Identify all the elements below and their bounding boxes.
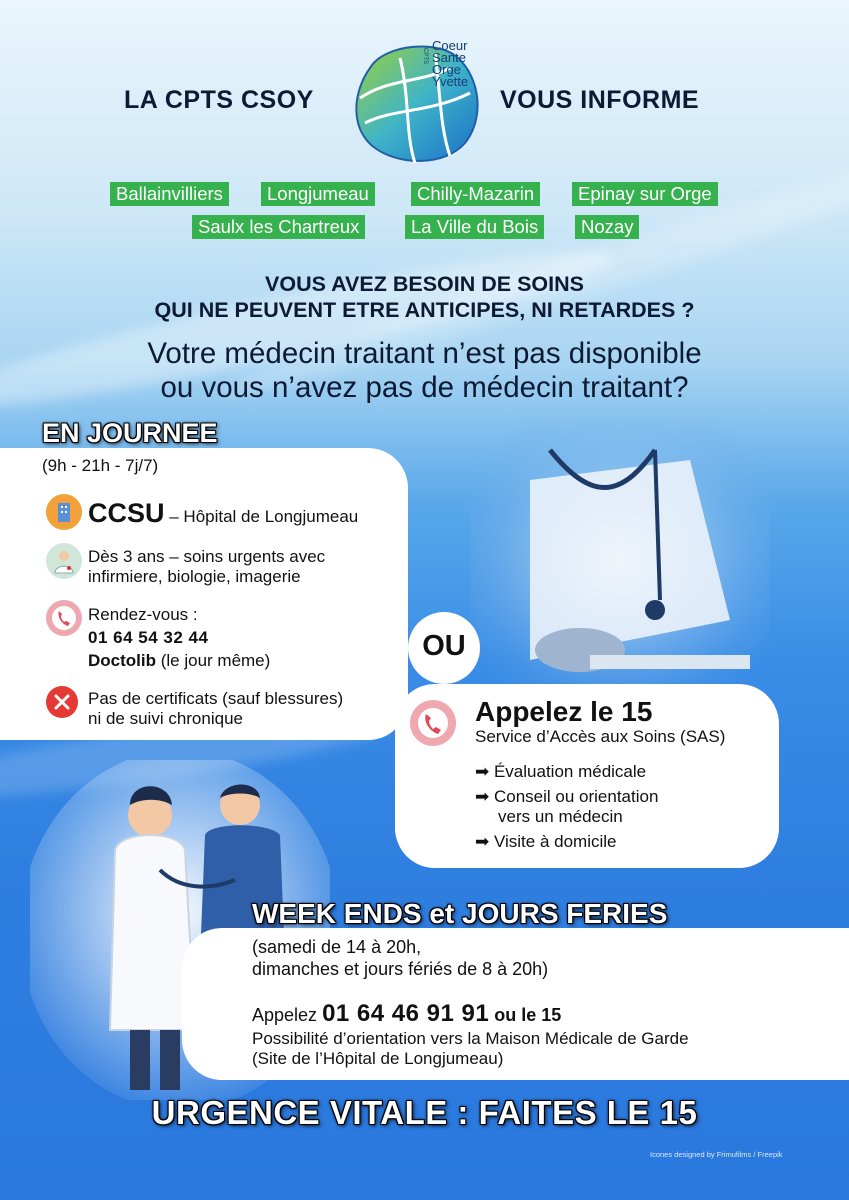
rdv-label: Rendez-vous :	[88, 605, 198, 624]
weekend-hours: dimanches et jours fériés de 8 à 20h)	[252, 959, 549, 979]
sas-item: vers un médecin	[498, 807, 623, 826]
exclusion-line: ni de suivi chronique	[88, 709, 243, 728]
town-badge: Longjumeau	[261, 182, 375, 206]
town-badge: Saulx les Chartreux	[192, 215, 365, 239]
sas-title: Appelez le 15	[475, 696, 653, 727]
phone-icon	[46, 600, 82, 636]
sas-subtitle: Service d’Accès aux Soins (SAS)	[475, 727, 726, 746]
phone-icon	[410, 700, 456, 746]
sas-item: ➡ Évaluation médicale	[475, 762, 647, 781]
town-badge: Chilly-Mazarin	[411, 182, 540, 206]
doctor-illustration	[470, 420, 770, 700]
ccsu-label: CCSU	[88, 498, 165, 528]
question-subline: ou vous n’avez pas de médecin traitant?	[160, 371, 689, 404]
ccsu-hospital: – Hôpital de Longjumeau	[164, 507, 359, 526]
weekend-title: WEEK ENDS et JOURS FERIES	[252, 898, 668, 929]
doctolib-label: Doctolib	[88, 651, 156, 670]
care-line: infirmiere, biologie, imagerie	[88, 567, 301, 586]
call-prefix: Appelez	[252, 1005, 323, 1025]
weekend-note: (Site de l’Hôpital de Longjumeau)	[252, 1049, 504, 1068]
weekend-note: Possibilité d’orientation vers la Maison Médicale de Garde	[252, 1029, 689, 1048]
logo-line: Sante	[432, 50, 466, 65]
rdv-phone: 01 64 54 32 44	[88, 628, 209, 647]
doctor-icon	[46, 543, 82, 579]
call-suffix: ou le 15	[489, 1005, 562, 1025]
logo-line: Yvette	[432, 74, 469, 89]
cpts-logo	[340, 38, 490, 168]
icon-credit: Icones designed by Frimufilms / Freepik	[650, 1150, 783, 1159]
logo-line: Coeur	[432, 38, 468, 53]
sas-item: ➡ Visite à domicile	[475, 832, 617, 851]
urgence-banner: URGENCE VITALE : FAITES LE 15	[151, 1094, 698, 1131]
header-right: VOUS INFORME	[500, 86, 700, 114]
town-badge: La Ville du Bois	[405, 215, 544, 239]
doctolib-note: (le jour même)	[156, 651, 271, 670]
cross-icon	[46, 686, 78, 718]
weekend-phone: 01 64 46 91 91	[322, 1000, 490, 1027]
journee-hours: (9h - 21h - 7j/7)	[42, 456, 159, 475]
sas-item: ➡ Conseil ou orientation	[475, 787, 659, 806]
logo-vertical: CPTS	[422, 48, 428, 65]
question-subline: Votre médecin traitant n’est pas disponible	[147, 337, 702, 370]
question-line: VOUS AVEZ BESOIN DE SOINS	[265, 272, 584, 296]
header-left: LA CPTS CSOY	[124, 86, 314, 114]
exclusion-line: Pas de certificats (sauf blessures)	[88, 689, 344, 708]
town-badge: Nozay	[575, 215, 639, 239]
journee-title: EN JOURNEE	[42, 418, 218, 448]
logo-line: Orge	[432, 62, 461, 77]
weekend-hours: (samedi de 14 à 20h,	[252, 937, 422, 957]
town-badge: Ballainvilliers	[110, 182, 229, 206]
question-line: QUI NE PEUVENT ETRE ANTICIPES, NI RETARDES ?	[154, 298, 695, 322]
hospital-icon	[46, 494, 82, 530]
ou-label: OU	[422, 630, 466, 662]
town-badge: Epinay sur Orge	[572, 182, 718, 206]
care-line: Dès 3 ans – soins urgents avec	[88, 547, 326, 566]
